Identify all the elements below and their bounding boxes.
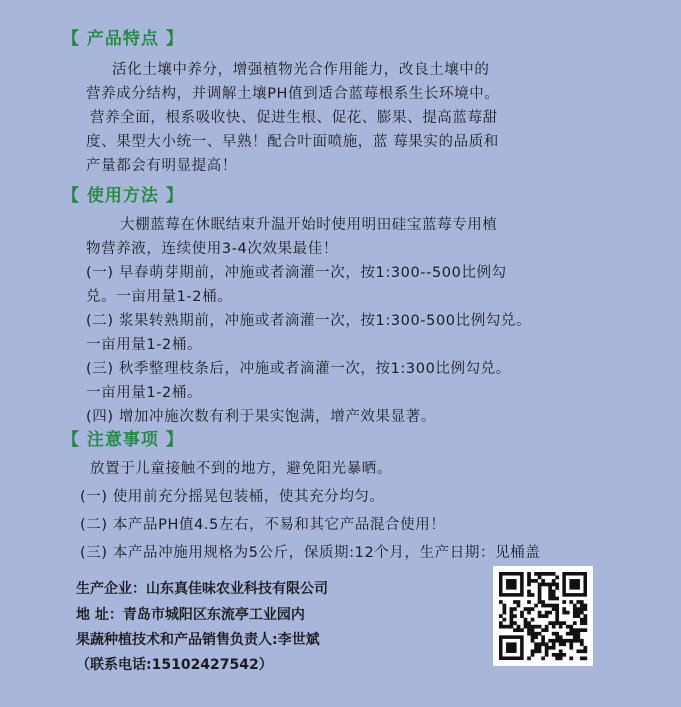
notes-line: 放置于儿童接触不到的地方，避免阳光暴晒。 (90, 461, 392, 477)
notes-line: (二) 本产品PH值4.5左右，不易和其它产品混合使用！ (80, 517, 446, 533)
usage-line: 一亩用量1-2桶。 (86, 385, 203, 401)
features-line: 产量都会有明显提高！ (86, 158, 237, 174)
notes-line: (三) 本产品冲施用规格为5公斤，保质期:12个月，生产日期：见桶盖 (80, 545, 541, 561)
features-line: 营养全面，根系吸收快、促进生根、促花、膨果、提高蓝莓甜 (90, 110, 498, 126)
notes-heading: 【 注意事项 】 (62, 430, 184, 450)
usage-line: (二) 浆果转熟期前，冲施或者滴灌一次，按1:300-500比例勾兑。 (86, 313, 532, 329)
notes-line: (一) 使用前充分摇晃包装桶，使其充分均匀。 (80, 489, 385, 505)
company-address: 地 址：青岛市城阳区东流亭工业园内 (76, 607, 305, 623)
usage-line: 大棚蓝莓在休眠结束升温开始时使用明田硅宝蓝莓专用植 (120, 217, 498, 233)
usage-line: 物营养液，连续使用3-4次效果最佳！ (86, 241, 338, 257)
usage-heading: 【 使用方法 】 (62, 186, 184, 206)
company-name: 生产企业：山东真佳味农业科技有限公司 (76, 581, 328, 597)
usage-line: (三) 秋季整理枝条后，冲施或者滴灌一次，按1:300比例勾兑。 (86, 361, 511, 377)
features-line: 度、果型大小统一、早熟！配合叶面喷施，蓝 莓果实的品质和 (86, 134, 499, 150)
qr-code-graphic (493, 566, 593, 666)
usage-line: (四) 增加冲施次数有利于果实饱满，增产效果显著。 (86, 409, 436, 425)
usage-line: 兑。一亩用量1-2桶。 (86, 289, 233, 305)
features-line: 活化土壤中养分，增强植物光合作用能力，改良土壤中的 (112, 62, 490, 78)
features-heading: 【 产品特点 】 (62, 29, 184, 49)
contact-phone: （联系电话:15102427542） (76, 657, 273, 673)
qr-code-icon (493, 566, 593, 666)
usage-line: (一) 早春萌芽期前，冲施或者滴灌一次，按1:300--500比例勾 (86, 265, 507, 281)
usage-line: 一亩用量1-2桶。 (86, 337, 203, 353)
contact-person: 果蔬种植技术和产品销售负责人:李世斌 (76, 632, 320, 648)
features-line: 营养成分结构，并调解土壤PH值到适合蓝莓根系生长环境中。 (86, 86, 500, 102)
